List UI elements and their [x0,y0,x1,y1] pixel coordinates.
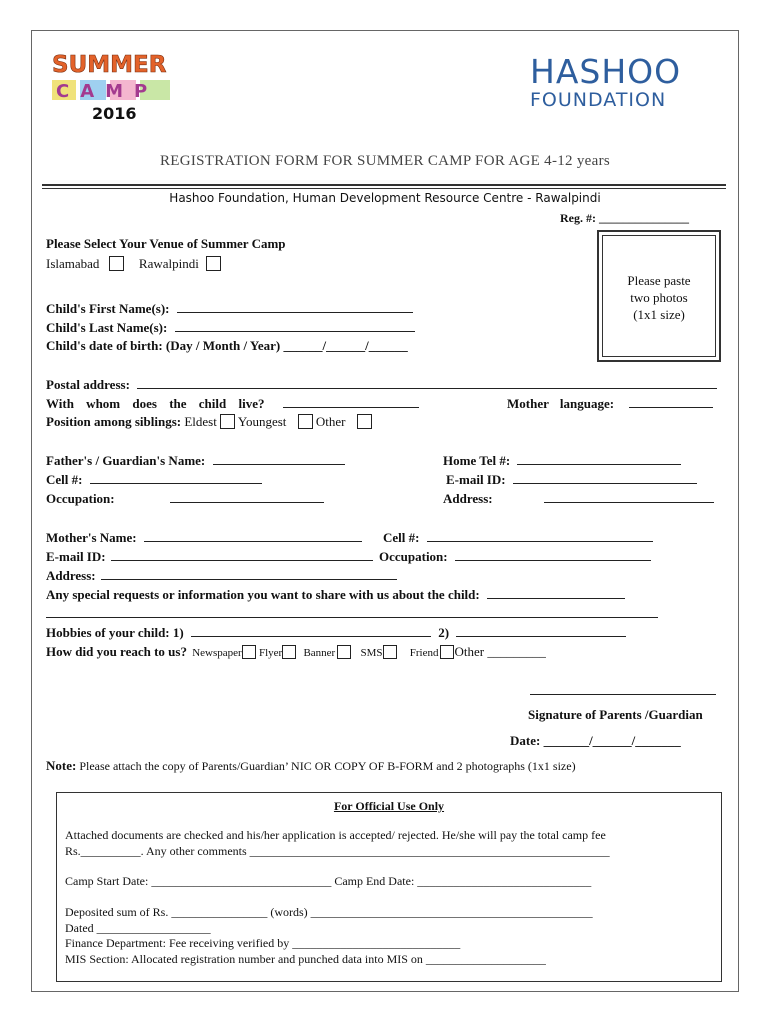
reach-sms-label: SMS [360,647,383,659]
reach-sms-checkbox[interactable] [383,645,397,659]
hashoo-foundation-logo [530,52,705,111]
father-cell-row [46,471,262,488]
home-tel-row [443,452,681,469]
reach-friend-checkbox[interactable] [440,645,454,659]
mother-cell-input[interactable] [427,529,653,542]
mother-language-label: Mother language: [507,396,615,411]
reach-row [46,644,546,660]
note-label: Note: [46,758,77,773]
official-line-5: Dated ___________________ [65,921,211,935]
official-line-2: Rs.__________. Any other comments ____________________________________________________________ [65,844,610,858]
reach-friend-label: Friend [409,647,439,659]
mother-cell-row [383,529,653,546]
position-youngest-label: Youngest [237,414,287,429]
father-occupation-row [46,490,324,507]
photo-text-2: two photos [630,290,688,305]
photo-text-3: (1x1 size) [633,307,685,322]
reg-number-field[interactable]: Reg. #: _______________ [560,211,689,225]
postal-row [46,376,717,393]
official-line-3: Camp Start Date: ______________________________ Camp End Date: _____________________________ [65,874,592,888]
child-last-name-input[interactable] [175,319,415,332]
special-requests-line-2[interactable] [46,605,658,618]
mother-occupation-input[interactable] [455,548,651,561]
logo-year-text: 2016 [92,104,137,123]
photo-text-1: Please paste [627,273,691,288]
hobby-1-input[interactable] [191,624,431,637]
reach-banner-checkbox[interactable] [337,645,351,659]
venue-heading: Please Select Your Venue of Summer Camp [46,236,286,251]
father-email-input[interactable] [513,471,697,484]
hobbies-label: Hobbies of your child: 1) [46,625,184,640]
official-line-4: Deposited sum of Rs. ________________ (words) _______________________________________________ [65,905,593,919]
position-other-checkbox[interactable] [357,414,372,429]
hobbies-second-label: 2) [438,625,450,640]
child-last-name-label: Child's Last Name(s): [46,320,168,335]
reach-other-field[interactable]: Other _________ [454,644,546,659]
mother-email-row [46,548,373,565]
position-youngest-checkbox[interactable] [298,414,313,429]
father-occupation-label: Occupation: [46,491,115,506]
with-whom-input[interactable] [283,395,419,408]
logo-camp-text: CAMP [56,81,159,102]
position-row [46,414,372,430]
mother-address-row [46,567,397,584]
special-requests-label: Any special requests or information you want to share with us about the child: [46,587,480,602]
title-rule [42,184,726,186]
mother-language-input[interactable] [629,395,713,408]
subtitle: Hashoo Foundation, Human Development Resource Centre - Rawalpindi [169,191,601,205]
with-whom-row [46,395,419,412]
signature-line[interactable] [530,682,716,695]
mother-name-input[interactable] [144,529,362,542]
official-line-6: Finance Department: Fee receiving verified by ____________________________ [65,936,461,950]
father-address-label: Address: [443,491,493,506]
venue-rawalpindi-checkbox[interactable] [206,256,221,271]
venue-islamabad-label: Islamabad [46,256,100,271]
postal-label: Postal address: [46,377,130,392]
mother-address-input[interactable] [101,567,397,580]
father-address-row [443,490,714,507]
special-requests-input[interactable] [487,586,625,599]
position-eldest-checkbox[interactable] [220,414,235,429]
mother-cell-label: Cell #: [383,530,420,545]
reach-newspaper-checkbox[interactable] [242,645,256,659]
father-address-input[interactable] [544,490,714,503]
child-first-name-row [46,300,413,317]
mother-occupation-label: Occupation: [379,549,448,564]
mother-language-row [507,395,713,412]
logo-hashoo-text: HASHOO [530,52,682,91]
mother-email-input[interactable] [111,548,373,561]
father-name-label: Father's / Guardian's Name: [46,453,206,468]
mother-email-label: E-mail ID: [46,549,106,564]
position-other-label: Other [315,414,346,429]
note-row [46,758,576,774]
postal-input[interactable] [137,376,717,389]
hobbies-row [46,624,626,641]
position-eldest-label: Eldest [184,414,217,429]
child-dob-field[interactable]: Child's date of birth: (Day / Month / Year) ______/______/______ [46,338,408,353]
father-email-row [446,471,697,488]
logo-foundation-text: FOUNDATION [530,89,667,111]
home-tel-label: Home Tel #: [443,453,511,468]
venue-islamabad-checkbox[interactable] [109,256,124,271]
reach-label: How did you reach to us? [46,644,187,659]
venue-rawalpindi-label: Rawalpindi [138,256,199,271]
form-title: REGISTRATION FORM FOR SUMMER CAMP FOR AGE 4-12 years [159,153,611,169]
child-first-name-input[interactable] [177,300,413,313]
father-name-input[interactable] [213,452,345,465]
father-occupation-input[interactable] [170,490,324,503]
mother-name-label: Mother's Name: [46,530,137,545]
mother-name-row [46,529,362,546]
venue-options [46,256,221,272]
mother-address-label: Address: [46,568,96,583]
special-requests-row [46,586,625,603]
mother-occupation-row [379,548,651,565]
logo-summer-text: SUMMER [52,52,167,78]
child-first-name-label: Child's First Name(s): [46,301,170,316]
reach-newspaper-label: Newspaper [192,647,242,659]
father-cell-label: Cell #: [46,472,83,487]
signature-date-field[interactable]: Date: _______/______/_______ [510,733,681,748]
father-email-label: E-mail ID: [446,472,506,487]
child-last-name-row [46,319,415,336]
photo-box [597,230,721,362]
reach-flyer-checkbox[interactable] [282,645,296,659]
official-heading: For Official Use Only [333,799,445,813]
home-tel-input[interactable] [517,452,681,465]
reach-banner-label: Banner [303,647,336,659]
father-name-row [46,452,345,469]
official-use-box [56,792,722,982]
note-text: Please attach the copy of Parents/Guardian’ NIC OR COPY OF B-FORM and 2 photographs (1x1 size) [76,759,576,773]
reach-flyer-label: Flyer [258,647,283,659]
father-cell-input[interactable] [90,471,262,484]
with-whom-label: With whom does the child live? [46,396,265,411]
official-line-1: Attached documents are checked and his/her application is accepted/ rejected. He/she will pay the total camp fee [65,828,606,842]
signature-label: Signature of Parents /Guardian [528,707,703,722]
official-line-7: MIS Section: Allocated registration number and punched data into MIS on ____________________ [65,952,546,966]
position-label: Position among siblings: [46,414,182,429]
summer-camp-logo [50,50,200,124]
hobby-2-input[interactable] [456,624,626,637]
title-rule-thin [42,188,726,189]
